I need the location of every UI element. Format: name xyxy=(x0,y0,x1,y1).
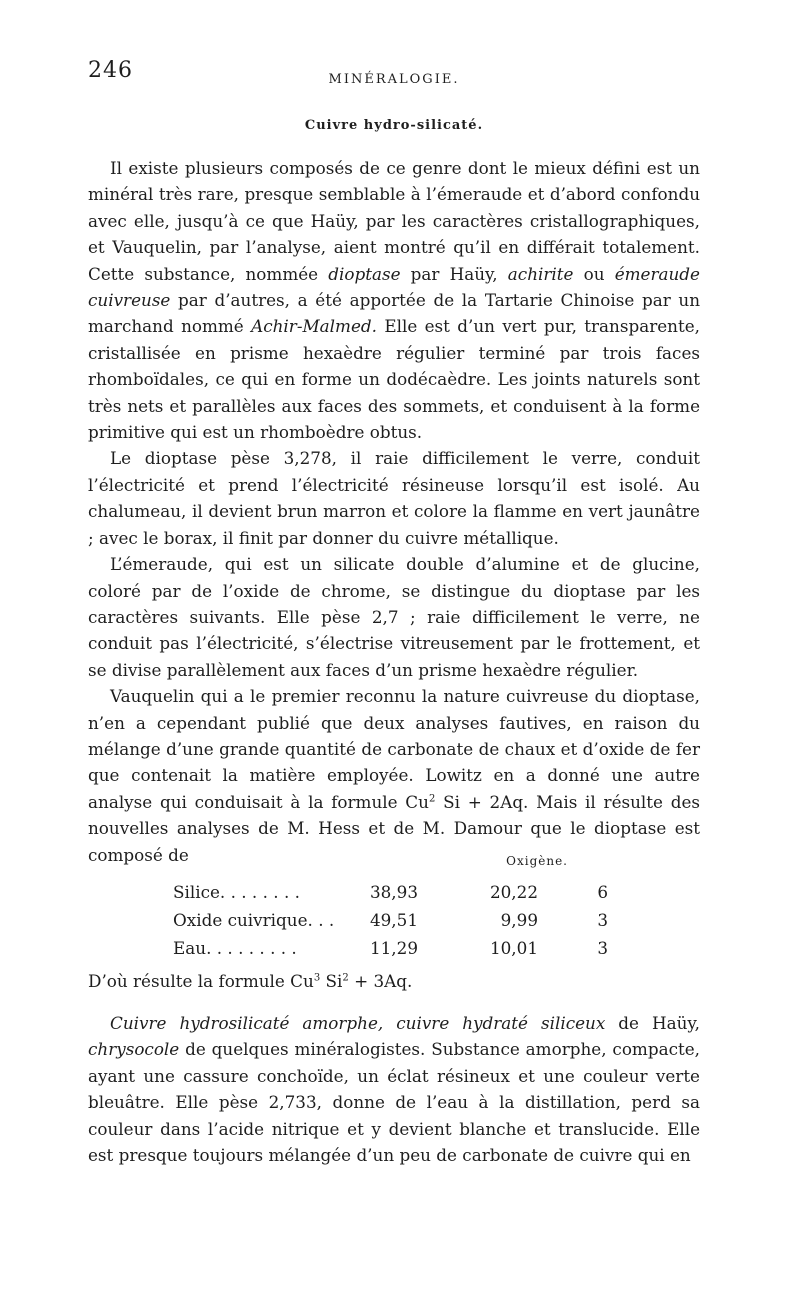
text: D’où résulte la formule Cu xyxy=(88,971,314,991)
text: + 3Aq. xyxy=(348,971,413,991)
section-title: Cuivre hydro-silicaté. xyxy=(304,118,484,133)
ratio-value: 6 xyxy=(597,882,608,902)
paragraph-6 xyxy=(88,1010,700,1168)
component-name: Oxide cuivrique. . . xyxy=(173,910,335,930)
text: de Haüy, xyxy=(605,1013,700,1033)
table-header-row xyxy=(88,854,700,882)
text: ou xyxy=(573,263,615,284)
text: Si xyxy=(320,971,343,991)
italic-term: achirite xyxy=(507,263,574,284)
italic-term: Cuivre hydrosilicaté amorphe, cuivre hydraté siliceux xyxy=(110,1013,606,1033)
component-value: 11,29 xyxy=(369,938,418,958)
paragraph-3: L’émeraude, qui est un silicate double d’alumine et de glucine, coloré par de l’oxide de chrome, se distingue du dioptase par les caractères suivants. Elle pèse 2,7 ; raie difficilement le verre, ne conduit pas l’électricité, s’électrise vitreusement par le frottement, et se divise parallèlement aux faces d’un prisme hexaèdre régulier. xyxy=(88,554,700,680)
component-value: 38,93 xyxy=(369,882,418,902)
italic-term: émeraude cuivreuse xyxy=(88,263,700,311)
body-text xyxy=(88,1010,700,1168)
text: Si + 2Aq. Mais il résulte des nouvelles analyses de M. Hess et de M. Damour que le dioptase est composé de xyxy=(88,791,700,865)
oxygen-value: 9,99 xyxy=(500,910,538,930)
oxygen-column-header: Oxigène. xyxy=(506,854,568,868)
text: par d’autres, a été apportée de la Tartarie Chinoise par un marchand nommé xyxy=(88,290,700,337)
text: Il existe plusieurs composés de ce genre dont le mieux défini est un minéral très rare, presque semblable à l’émeraude et d’abord confondu avec elle, jusqu’à ce que Haüy, par les caractères cristallographiques, et Vauquelin, par l’analyse, aient montré qu’il en différait totalement. Cette substance, nommée xyxy=(88,158,700,284)
page-header xyxy=(88,58,700,92)
italic-term: dioptase xyxy=(328,263,401,284)
superscript: 3 xyxy=(313,972,321,984)
table-row xyxy=(88,938,700,966)
page-number: 246 xyxy=(88,58,133,83)
italic-term: Achir-Malmed. xyxy=(251,316,377,337)
table-row xyxy=(88,882,700,910)
superscript: 2 xyxy=(342,972,349,984)
ratio-value: 3 xyxy=(597,910,608,930)
formula-line xyxy=(88,968,700,994)
italic-term: chrysocole xyxy=(88,1039,180,1060)
running-head: MINÉRALOGIE. xyxy=(328,72,460,87)
text: Elle est d’un vert pur, transparente, cristallisée en prisme hexaèdre régulier terminé par trois faces rhomboïdales, ce qui en forme un dodécaèdre. Les joints naturels sont très nets et parallèles aux faces des sommets, et conduisent à la forme primitive qui est un rhomboèdre obtus. xyxy=(88,316,700,443)
paragraph-1 xyxy=(88,155,700,445)
ratio-value: 3 xyxy=(597,938,608,958)
component-name: Silice. . . . . . . . xyxy=(173,882,300,902)
paragraph-4 xyxy=(88,683,700,868)
component-value: 49,51 xyxy=(369,910,418,930)
body-text xyxy=(88,155,700,868)
paragraph-2: Le dioptase pèse 3,278, il raie difficilement le verre, conduit l’électricité et prend l’électricité résineuse lorsqu’il est isolé. Au chalumeau, il devient brun marron et colore la flamme en vert jaunâtre ; avec le borax, il finit par donner du cuivre métallique. xyxy=(88,448,700,548)
oxygen-value: 20,22 xyxy=(489,882,538,902)
text: de quelques minéralogistes. Substance amorphe, compacte, ayant une cassure conchoïde, un éclat résineux et une couleur verte bleuâtre. Elle pèse 2,733, donne de l’eau à la distillation, perd sa couleur dans l’acide nitrique et y devient blanche et translucide. Elle est presque toujours mélangée d’un peu de carbonate de cuivre qui en xyxy=(88,1039,700,1166)
oxygen-value: 10,01 xyxy=(489,938,538,958)
table-row xyxy=(88,910,700,938)
component-name: Eau. . . . . . . . . xyxy=(173,938,297,958)
text: Vauquelin qui a le premier reconnu la nature cuivreuse du dioptase, n’en a cependant publié que deux analyses fautives, en raison du mélange d’une grande quantité de carbonate de chaux et d’oxide de fer que contenait la matière employée. Lowitz en a donné une autre analyse qui conduisait à la formule Cu xyxy=(88,686,700,812)
text: par Haüy, xyxy=(400,263,508,284)
superscript: 2 xyxy=(428,793,436,805)
analysis-table xyxy=(88,854,700,966)
